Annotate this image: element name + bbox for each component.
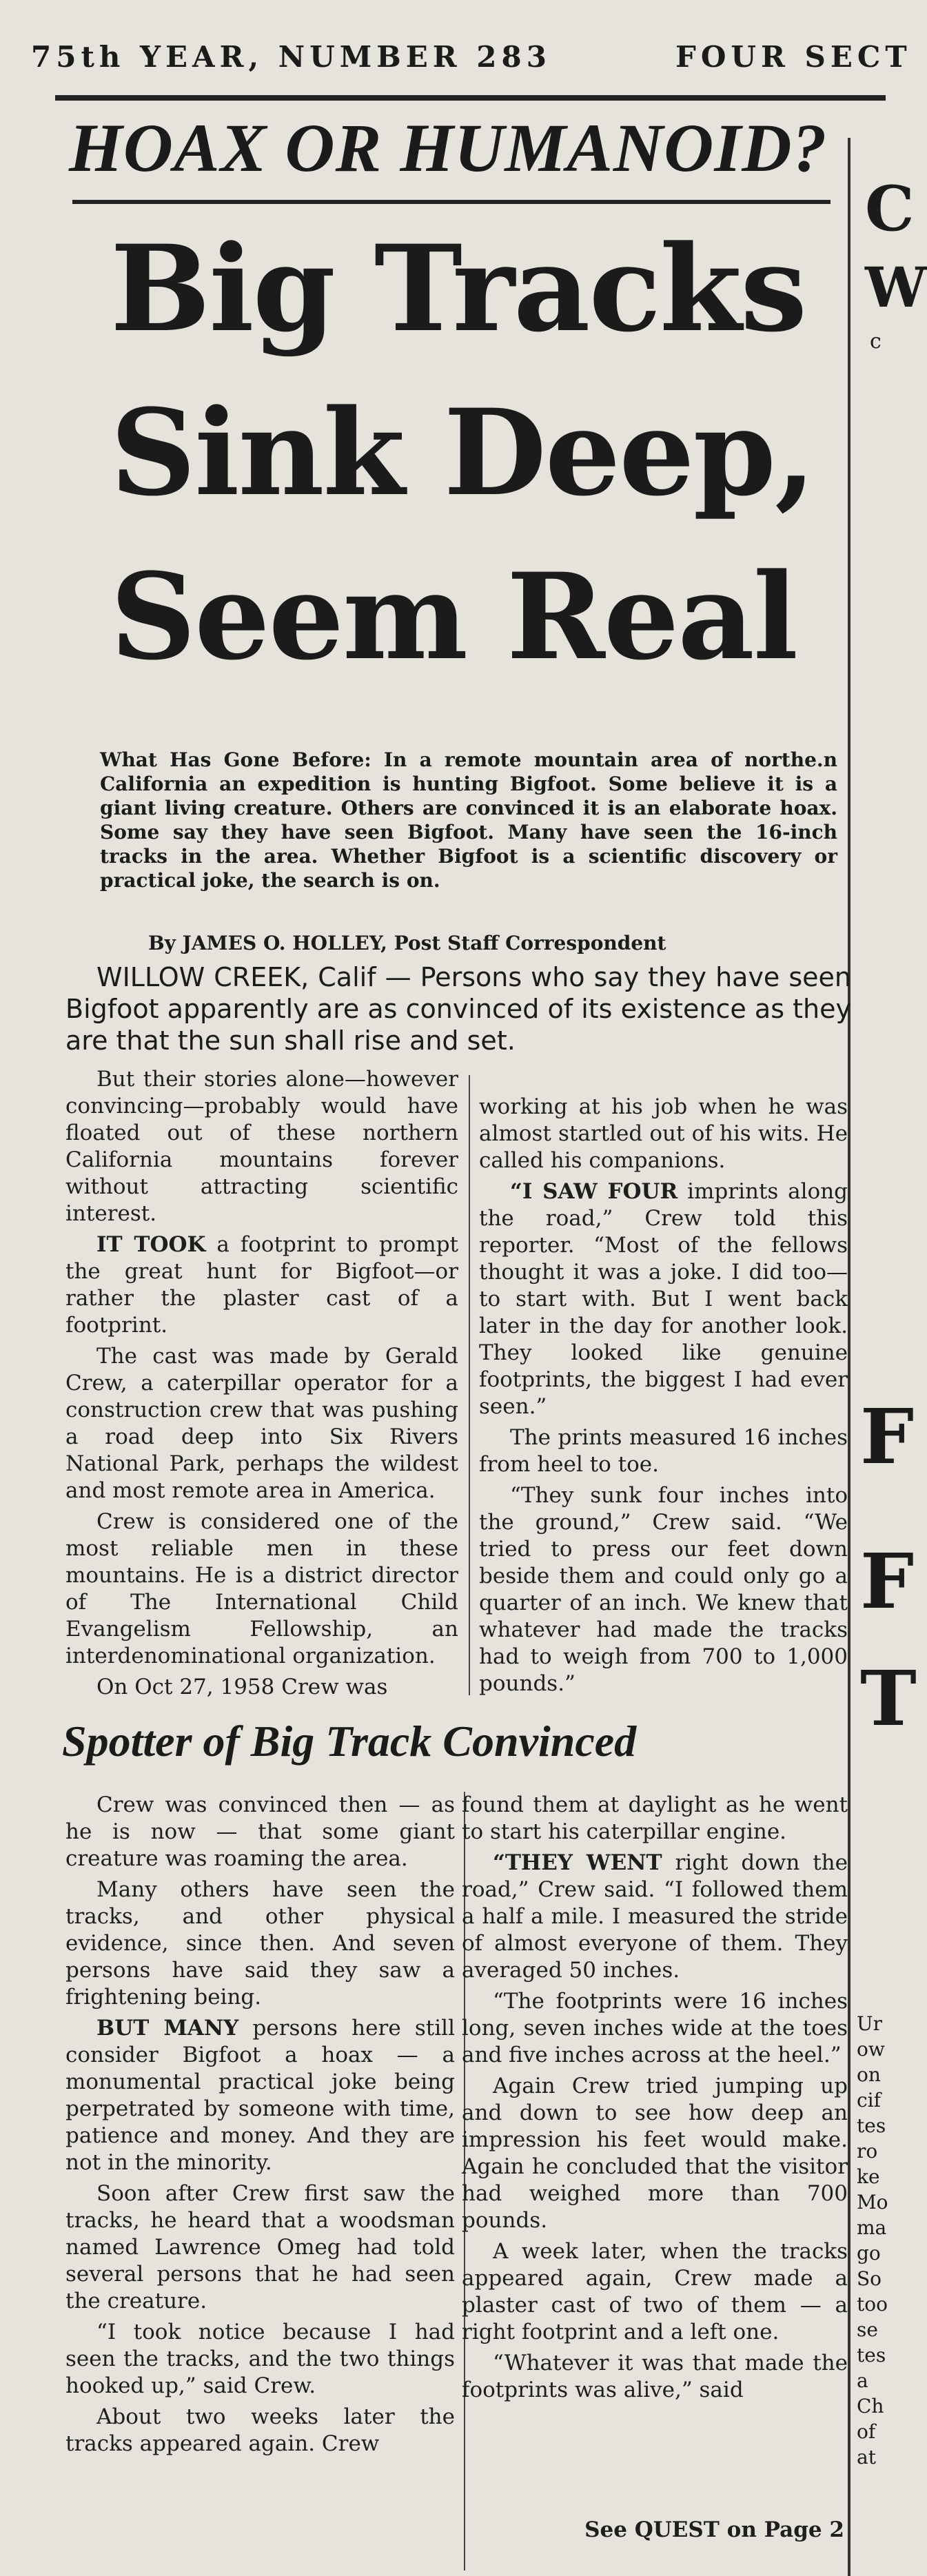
column-rule: [469, 1075, 470, 1695]
edge-fragment: tes: [857, 2344, 886, 2367]
paragraph-text: persons here still consider Bigfoot a hoax — a monumental practical joke being perpetrated by someone with time, patience and money. And they are not in the minority.: [65, 2016, 455, 2175]
paragraph-lead: BUT MANY: [96, 2016, 239, 2041]
paragraph-text: “I took notice because I had seen the tracks, and the two things hooked up,” said Crew.: [65, 2320, 455, 2398]
edge-letter: F: [860, 1392, 915, 1481]
masthead-issue: 75th YEAR, NUMBER 283: [31, 40, 551, 74]
edge-fragment: se: [857, 2318, 878, 2341]
article-column-4: [462, 1792, 848, 2408]
paragraph: [462, 1850, 848, 1984]
paragraph: [65, 1343, 458, 1504]
paragraph: [479, 1482, 848, 1697]
subheadline: Spotter of Big Track Convinced: [62, 1717, 637, 1766]
edge-fragment: of: [857, 2420, 876, 2443]
kicker-rule: [72, 200, 831, 204]
edge-fragment: at: [857, 2446, 876, 2468]
edge-fragment: cif: [857, 2089, 881, 2112]
column-divider-right: [848, 138, 850, 2576]
paragraph-text: imprints along the road,” Crew told this reporter. “Most of the fellows thought it was a joke. I did too—to start with. But I went back later in the day for another look. They looked like genuine footprints, the biggest I had ever seen.”: [479, 1179, 848, 1419]
jump-line: See QUEST on Page 2: [584, 2517, 844, 2542]
paragraph: [65, 2404, 455, 2457]
edge-fragment: ro: [857, 2140, 878, 2163]
masthead: [31, 40, 912, 81]
paragraph: [65, 2180, 455, 2315]
paragraph: [479, 1178, 848, 1420]
paragraph: [65, 1231, 458, 1339]
paragraph: [479, 1094, 848, 1174]
article-column-2: [479, 1094, 848, 1701]
edge-fragment: on: [857, 2063, 881, 2086]
edge-fragment: ow: [857, 2038, 885, 2061]
edge-fragment: too: [857, 2293, 888, 2316]
paragraph-lead: “THEY WENT: [493, 1850, 662, 1875]
masthead-sections: FOUR SECT: [675, 40, 912, 74]
paragraph-text: a footprint to prompt the great hunt for Bigfoot—or rather the plaster cast of a footprint.: [65, 1232, 458, 1338]
paragraph: [65, 2015, 455, 2176]
lede-first-line: WILLOW CREEK, Calif — Persons who say they: [96, 962, 707, 992]
article-column-3: [65, 1792, 455, 2462]
edge-fragment: Ch: [857, 2395, 884, 2417]
paragraph: [65, 1792, 455, 1872]
kicker-headline: HOAX OR HUMANOID?: [69, 110, 828, 186]
edge-fragment: ke: [857, 2165, 880, 2188]
paragraph-text: working at his job when he was almost startled out of his wits. He called his companions.: [479, 1094, 848, 1173]
paragraph: [462, 1792, 848, 1846]
edge-letter: T: [860, 1654, 917, 1743]
paragraph-text: But their stories alone—however convincing—probably would have floated out of these northern California mountains forever without attracting scientific interest.: [65, 1067, 458, 1226]
paragraph: [462, 2238, 848, 2346]
edge-letter: C: [865, 172, 915, 245]
headline-line: Sink Deep,: [110, 382, 815, 522]
paragraph-lead: “I SAW FOUR: [510, 1179, 678, 1204]
edge-fragment: tes: [857, 2114, 886, 2137]
headline-line: Seem Real: [110, 546, 797, 686]
edge-fragment: So: [857, 2267, 882, 2290]
recap-paragraph: What Has Gone Before: In a remote mountain area of northe.n California an expedition is hunting Bigfoot. Some believe it is a giant living creature. Others are convinced it is an elaborate hoax. Some say they have seen Bigfoot. Many have seen the 16-inch tracks in the area. Whether Bigfoot is a scientific discovery or practical joke, the search is on.: [100, 748, 837, 892]
headline-line: Big Tracks: [110, 218, 806, 358]
paragraph: [479, 1424, 848, 1478]
paragraph-text: right down the road,” Crew said. “I followed them a half a mile. I measured the stride of almost everyone of them. They averaged 50 inches.: [462, 1850, 848, 1983]
masthead-rule: [55, 95, 886, 101]
paragraph: [65, 1509, 458, 1670]
edge-fragment: Mo: [857, 2191, 888, 2214]
paragraph-text: Soon after Crew first saw the tracks, he heard that a woodsman named Lawrence Omeg had told several persons that he had seen the creature.: [65, 2181, 455, 2313]
paragraph-text: Many others have seen the tracks, and other physical evidence, since then. And seven persons have said they saw a frightening being.: [65, 1877, 455, 2010]
paragraph-text: Again Crew tried jumping up and down to see how deep an impression his feet would make. Again he concluded that the visitor had weighed more than 700 pounds.: [462, 2074, 848, 2233]
paragraph: [462, 2350, 848, 2404]
edge-letter: c: [870, 329, 882, 354]
paragraph-text: The prints measured 16 inches from heel to toe.: [479, 1425, 848, 1477]
paragraph: [65, 2319, 455, 2400]
edge-fragment: a: [857, 2369, 868, 2392]
lede-rest: have seen Bigfoot apparently are as convinced of its existence as they are that the sun shall rise and set.: [65, 962, 851, 1056]
byline: By JAMES O. HOLLEY, Post Staff Correspondent: [148, 932, 666, 954]
paragraph-text: On Oct 27, 1958 Crew was: [96, 1675, 388, 1699]
edge-fragment: ma: [857, 2216, 887, 2239]
article-column-1: [65, 1066, 458, 1705]
paragraph: [65, 1877, 455, 2011]
edge-letter: W: [865, 255, 927, 320]
paragraph-text: “Whatever it was that made the footprints was alive,” said: [462, 2351, 848, 2402]
paragraph: [462, 2073, 848, 2234]
paragraph-text: A week later, when the tracks appeared again, Crew made a plaster cast of two of them — a right footprint and a left one.: [462, 2239, 848, 2344]
paragraph-text: Crew was convinced then — as he is now — that some giant creature was roaming the area.: [65, 1792, 455, 1871]
paragraph-lead: IT TOOK: [96, 1232, 206, 1257]
edge-fragments: [857, 2011, 886, 2470]
main-headline: [110, 207, 834, 699]
edge-fragment: go: [857, 2242, 881, 2265]
paragraph: [65, 1674, 458, 1701]
paragraph-text: Crew is considered one of the most reliable men in these mountains. He is a district director of The International Child Evangelism Fellowship, an interdenominational organization.: [65, 1509, 458, 1668]
paragraph-text: found them at daylight as he went to start his caterpillar engine.: [462, 1792, 848, 1844]
paragraph: [65, 1066, 458, 1227]
edge-letter: F: [860, 1537, 915, 1626]
paragraph: [462, 1988, 848, 2069]
lede-paragraph: [65, 961, 851, 1056]
paragraph-text: “They sunk four inches into the ground,” Crew said. “We tried to press our feet down beside them and could only go a quarter of an inch. We knew that whatever had made the tracks had to weigh from 700 to 1,000 pounds.”: [479, 1483, 848, 1696]
paragraph-text: The cast was made by Gerald Crew, a caterpillar operator for a construction crew that was pushing a road deep into Six Rivers National Park, perhaps the wildest and most remote area in America.: [65, 1344, 458, 1503]
paragraph-text: “The footprints were 16 inches long, seven inches wide at the toes and five inches across at the heel.”: [462, 1989, 848, 2067]
paragraph-text: About two weeks later the tracks appeared again. Crew: [65, 2404, 455, 2456]
edge-fragment: Ur: [857, 2012, 882, 2035]
